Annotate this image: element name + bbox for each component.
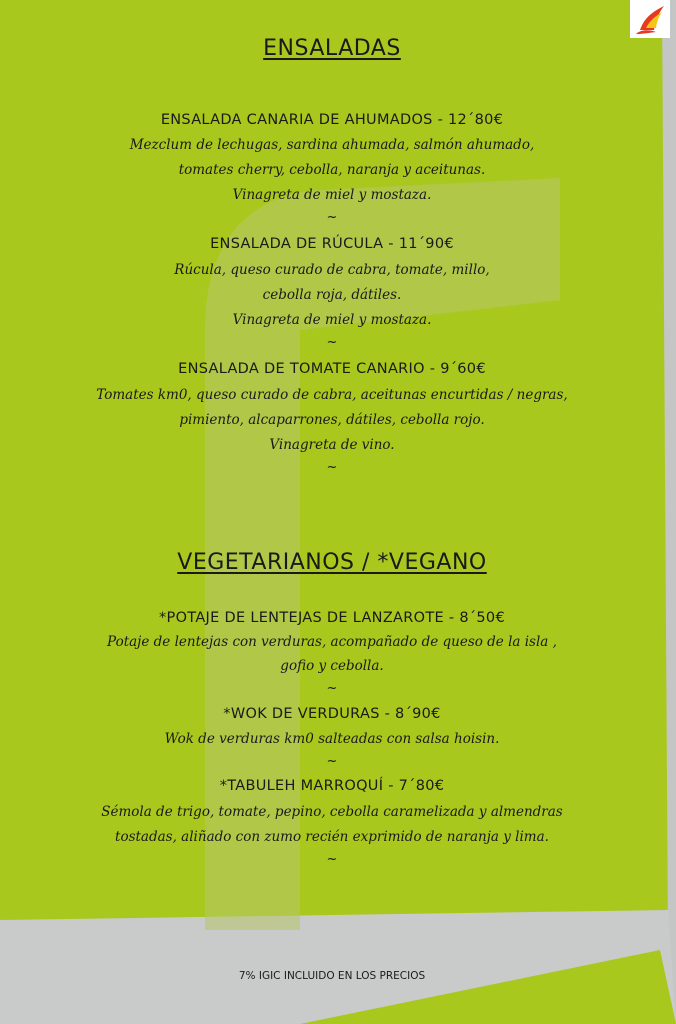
tax-note: 7% IGIC INCLUIDO EN LOS PRECIOS	[238, 970, 426, 982]
dish-description: pimiento, alcaparrones, dátiles, cebolla rojo.	[179, 412, 485, 428]
separator: ~	[326, 754, 338, 769]
dish-dressing: Vinagreta de miel y mostaza.	[232, 187, 432, 203]
separator: ~	[326, 852, 338, 867]
separator: ~	[326, 210, 338, 225]
dish-title: *POTAJE DE LENTEJAS DE LANZAROTE - 8´50€	[159, 610, 505, 626]
dish-title: ENSALADA DE RÚCULA - 11´90€	[210, 236, 454, 252]
dish-dressing: Vinagreta de miel y mostaza.	[232, 312, 432, 328]
dish-description: Tomates km0, queso curado de cabra, aceitunas encurtidas / negras,	[96, 387, 568, 403]
dish-dressing: Vinagreta de vino.	[269, 437, 395, 453]
dish-description: Potaje de lentejas con verduras, acompañado de queso de la isla ,	[107, 634, 557, 650]
separator: ~	[326, 681, 338, 696]
dish-description: Wok de verduras km0 salteadas con salsa hoisin.	[164, 731, 500, 747]
section-title-vegetarianos: VEGETARIANOS / *VEGANO	[177, 550, 487, 575]
separator: ~	[326, 335, 338, 350]
section-title-ensaladas: ENSALADAS	[263, 36, 401, 61]
dish-description: Mezclum de lechugas, sardina ahumada, salmón ahumado,	[129, 137, 535, 153]
dish-title: *WOK DE VERDURAS - 8´90€	[223, 706, 441, 722]
dish-description: Sémola de trigo, tomate, pepino, cebolla caramelizada y almendras	[101, 804, 563, 820]
dish-description: gofio y cebolla.	[280, 658, 384, 674]
dish-description: cebolla roja, dátiles.	[262, 287, 402, 303]
dish-title: ENSALADA CANARIA DE AHUMADOS - 12´80€	[160, 112, 504, 128]
dish-description: tostadas, aliñado con zumo recién exprimido de naranja y lima.	[115, 829, 549, 845]
dish-title: ENSALADA DE TOMATE CANARIO - 9´60€	[178, 361, 486, 377]
separator: ~	[326, 460, 338, 475]
dish-description: Rúcula, queso curado de cabra, tomate, millo,	[174, 262, 490, 278]
dish-title: *TABULEH MARROQUÍ - 7´80€	[219, 778, 445, 794]
dish-description: tomates cherry, cebolla, naranja y aceitunas.	[178, 162, 486, 178]
